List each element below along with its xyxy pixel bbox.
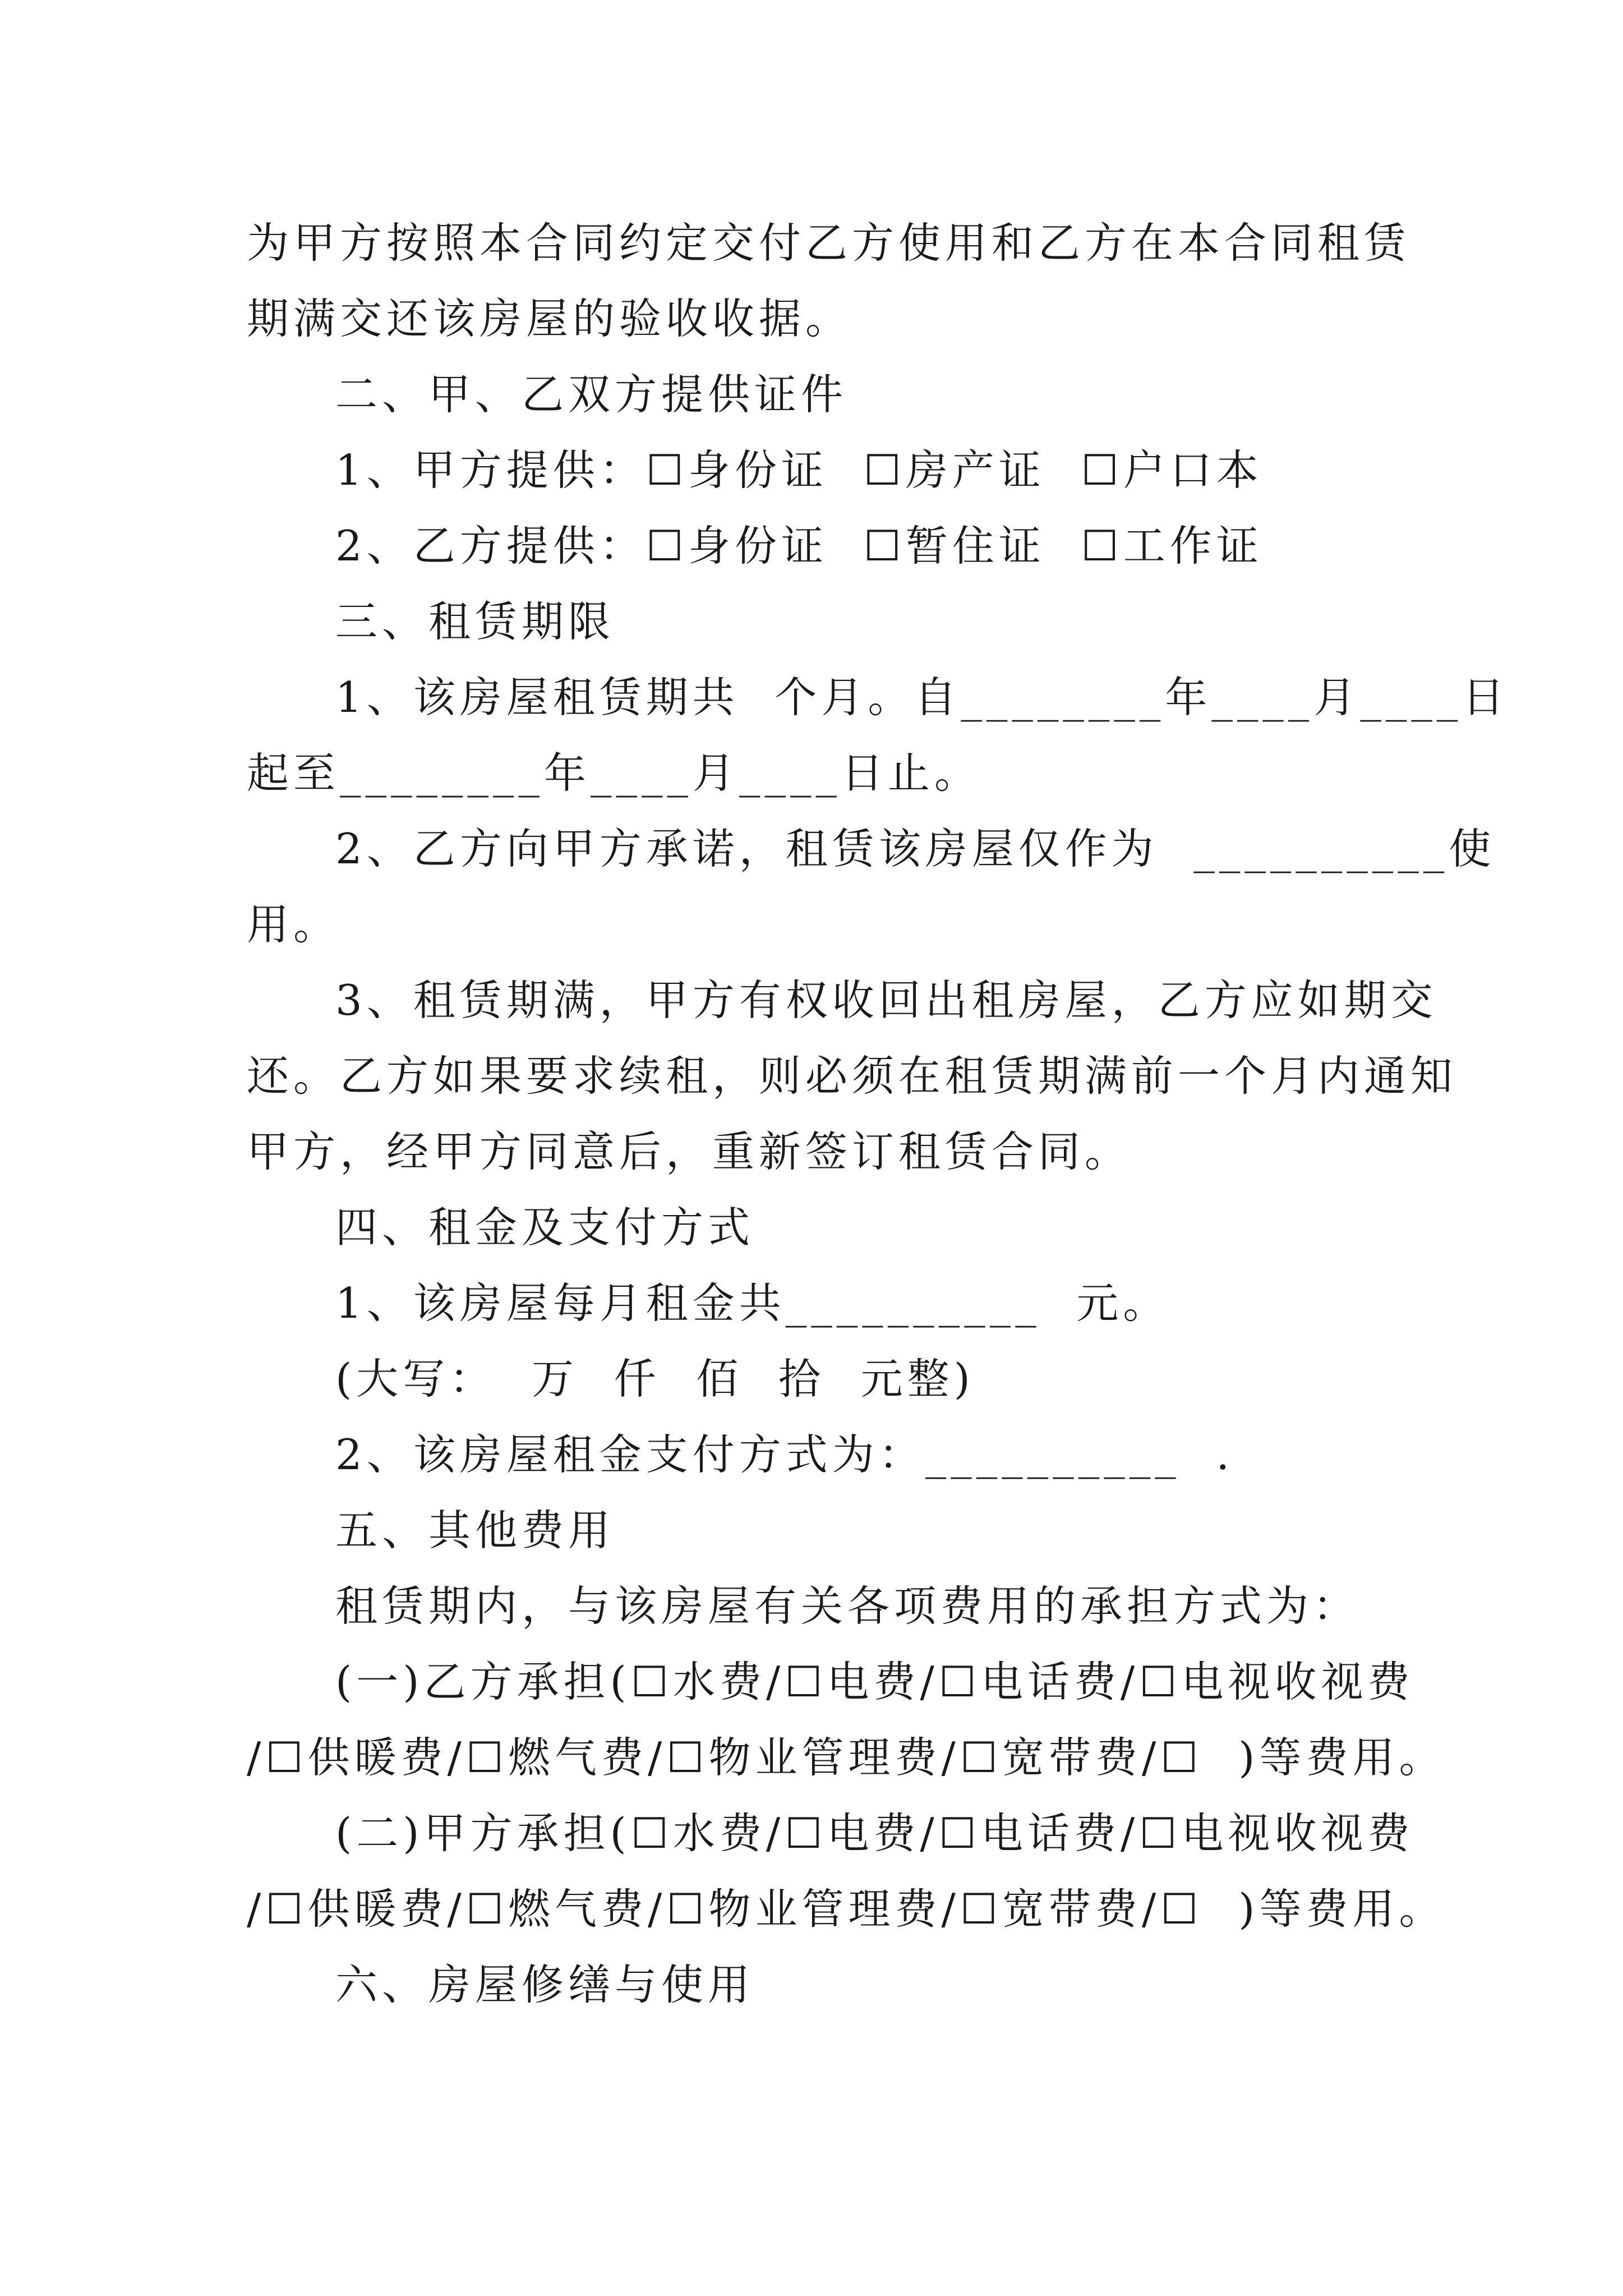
paragraph-line: /☐供暖费/☐燃气费/☐物业管理费/☐宽带费/☐ )等费用。: [247, 1884, 1446, 1934]
paragraph-line: 起至________年____月____日止。: [247, 748, 981, 798]
paragraph-line: 2、该房屋租金支付方式为：__________ .: [335, 1430, 1234, 1479]
paragraph-line: 2、乙方向甲方承诺，租赁该房屋仅作为 __________使: [335, 824, 1496, 873]
paragraph-line: (大写： 万 仟 佰 拾 元整): [335, 1354, 975, 1404]
paragraph-line: 还。乙方如果要求续租，则必须在租赁期满前一个月内通知: [247, 1051, 1458, 1101]
paragraph-line: 1、该房屋每月租金共__________ 元。: [335, 1278, 1170, 1328]
paragraph-line: 1、甲方提供：☐身份证 ☐房产证 ☐户口本: [335, 445, 1263, 495]
section-heading: 六、房屋修缮与使用: [335, 1960, 755, 2009]
paragraph-line: 3、租赁期满，甲方有权收回出租房屋，乙方应如期交: [335, 976, 1437, 1025]
paragraph-line: /☐供暖费/☐燃气费/☐物业管理费/☐宽带费/☐ )等费用。: [247, 1733, 1446, 1782]
paragraph-line: 1、该房屋租赁期共 个月。自________年____月____日: [335, 673, 1509, 722]
section-heading: 四、租金及支付方式: [335, 1203, 755, 1252]
paragraph-line: 甲方，经甲方同意后，重新签订租赁合同。: [247, 1127, 1132, 1176]
section-heading: 五、其他费用: [335, 1506, 615, 1555]
paragraph-line: (一)乙方承担(☐水费/☐电费/☐电话费/☐电视收视费: [335, 1657, 1414, 1706]
section-heading: 三、租赁期限: [335, 597, 615, 646]
paragraph-line: (二)甲方承担(☐水费/☐电费/☐电话费/☐电视收视费: [335, 1809, 1414, 1858]
paragraph-line: 租赁期内，与该房屋有关各项费用的承担方式为：: [335, 1581, 1360, 1631]
paragraph-line: 用。: [247, 900, 340, 949]
paragraph-line: 为甲方按照本合同约定交付乙方使用和乙方在本合同租赁: [247, 218, 1411, 268]
paragraph-line: 2、乙方提供：☐身份证 ☐暂住证 ☐工作证: [335, 521, 1263, 570]
paragraph-line: 期满交还该房屋的验收收据。: [247, 294, 852, 343]
section-heading: 二、甲、乙双方提供证件: [335, 370, 848, 419]
